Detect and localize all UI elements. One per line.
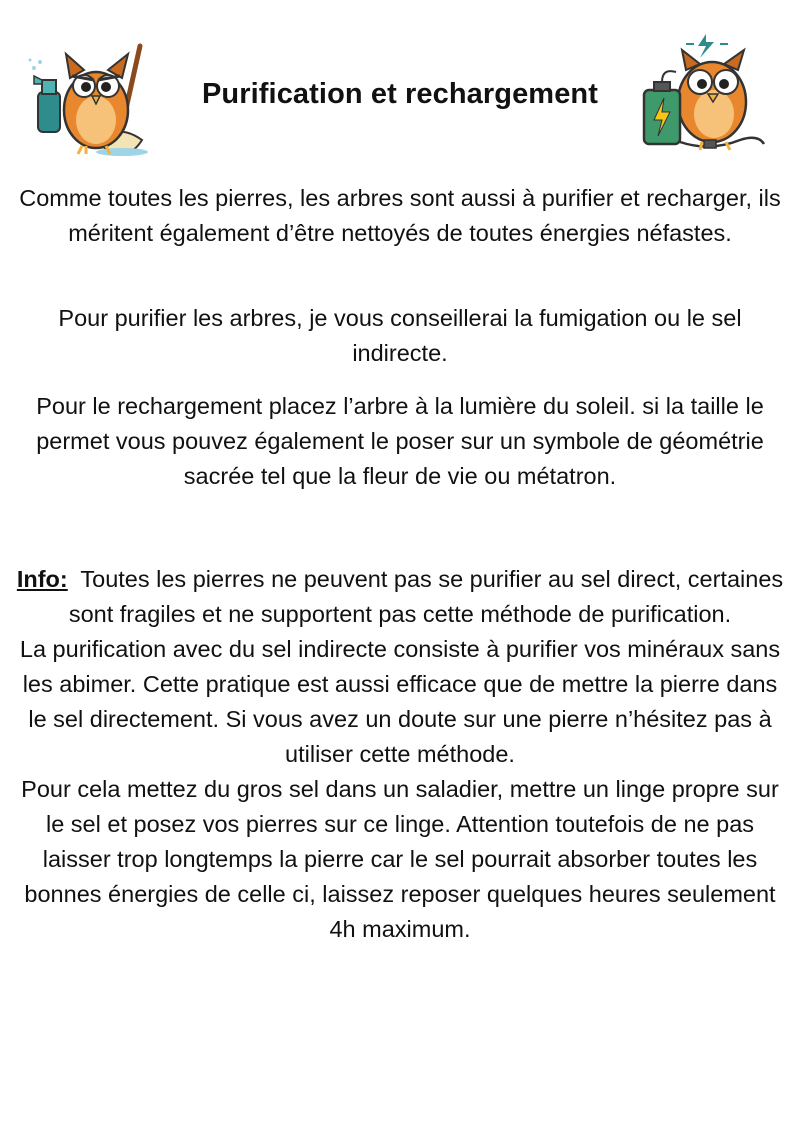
- info-text-2: La purification avec du sel indirecte consiste à purifier vos minéraux sans les abimer. Cette pratique est aussi efficace que de mettre la pierre dans le sel directement. Si vous avez un doute sur une pierre n’hésitez pas à utiliser cette méthode.: [19, 636, 781, 767]
- paragraph-intro-text: Comme toutes les pierres, les arbres sont aussi à purifier et recharger, ils méritent également d’être nettoyés de toutes énergies néfastes.: [19, 185, 781, 246]
- page-title: Purification et rechargement: [201, 78, 598, 110]
- paragraph-recharge: [12, 389, 788, 494]
- owl-battery-icon: [640, 32, 768, 154]
- paragraph-purification-text: Pour purifier les arbres, je vous conseillerai la fumigation ou le sel indirecte.: [58, 305, 742, 366]
- info-first-line: [12, 562, 788, 632]
- info-label: Info:: [16, 566, 68, 592]
- owl-cleaning-icon: [28, 40, 158, 158]
- info-text-1: Toutes les pierres ne peuvent pas se purifier au sel direct, certaines sont fragiles et ne supportent pas cette méthode de purification.: [68, 566, 784, 627]
- info-section: [12, 562, 788, 947]
- page-header: [0, 0, 800, 170]
- paragraph-intro: [12, 181, 788, 251]
- paragraph-purification: [12, 301, 788, 371]
- info-text-3: Pour cela mettez du gros sel dans un saladier, mettre un linge propre sur le sel et posez vos pierres sur ce linge. Attention toutefois de ne pas laisser trop longtemps la pierre car le sel pourrait absorber toutes les bonnes énergies de celle ci, laissez reposer quelques heures seulement 4h maximum.: [21, 776, 779, 942]
- paragraph-recharge-text: Pour le rechargement placez l’arbre à la lumière du soleil. si la taille le permet vous pouvez également le poser sur un symbole de géométrie sacrée tel que la fleur de vie ou métatron.: [36, 393, 764, 489]
